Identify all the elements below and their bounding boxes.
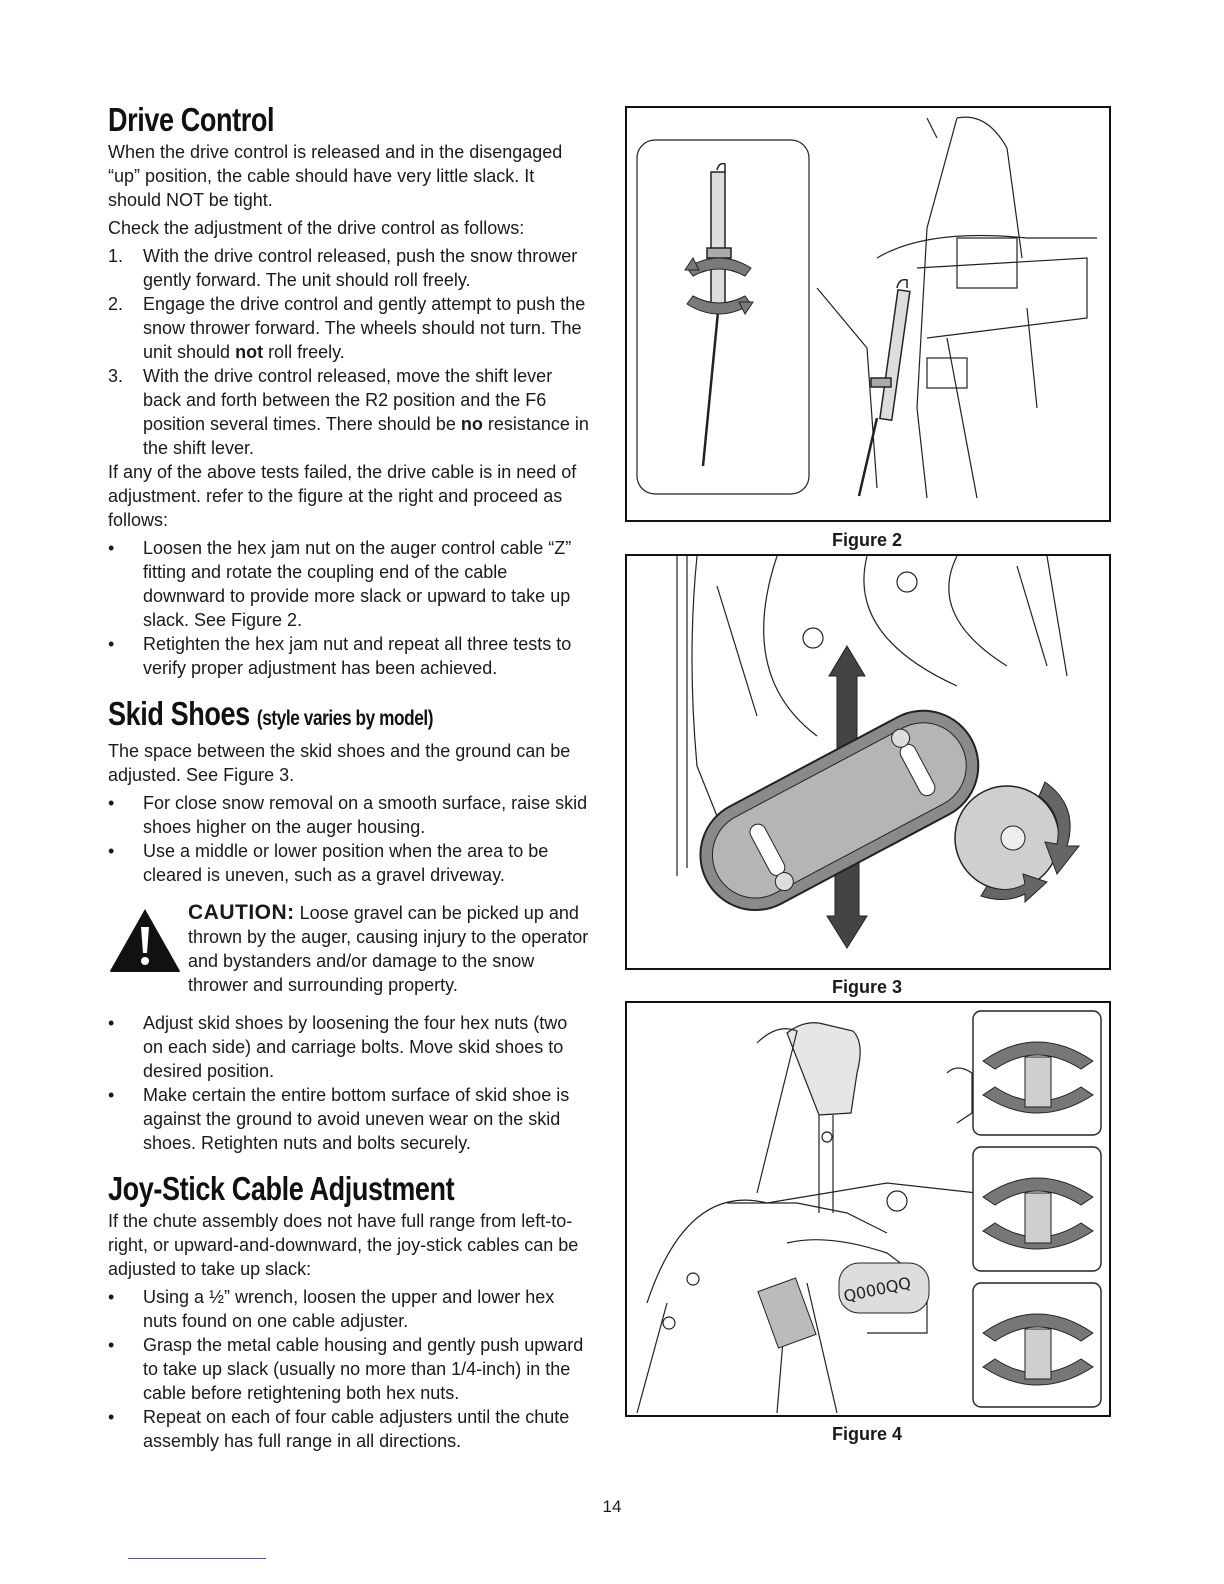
list-item: • Make certain the entire bottom surface of skid shoe is against the ground to avoid uneven wear on the skid shoes. Retighten nuts and bolts securely. [108,1085,570,1153]
skid-shoes-heading: Skid Shoes (style varies by model) [108,695,434,732]
list-item: • Grasp the metal cable housing and gently push upward to take up slack (usually no more than 1/4-inch) in the cable before retightening both hex nuts. [108,1335,584,1403]
text-column [108,100,590,1453]
joystick-cable-adjustment-drawing [627,1003,1109,1415]
drive-cable-adjustment-drawing [627,108,1109,520]
drive-control-intro: When the drive control is released and in the disengaged “up” position, the cable should have very little slack. It should NOT be tight. [108,142,563,210]
list-item: • For close snow removal on a smooth surface, raise skid shoes higher on the auger housing. [108,793,588,837]
list-item: • Retighten the hex jam nut and repeat all three tests to verify proper adjustment has been achieved. [108,634,572,678]
list-item: 3. With the drive control released, move the shift lever back and forth between the R2 position and the F6 position several times. There should be no resistance in the shift lever. [108,366,589,458]
list-item: • Loosen the hex jam nut on the auger control cable “Z” fitting and rotate the coupling end of the cable downward to provide more slack or upward to take up slack. See Figure 2. [108,538,572,630]
caution-text: CAUTION: Loose gravel can be picked up and thrown by the auger, causing injury to the operator and bystanders and/or damage to the snow thrower and surrounding property. [188,901,589,995]
figure-4-caption: Figure 4 [831,1424,902,1444]
figure-4-illustration [625,1001,1111,1417]
list-item: • Repeat on each of four cable adjusters until the chute assembly has full range in all directions. [108,1407,570,1451]
drive-control-steps [108,244,590,460]
joystick-intro: If the chute assembly does not have full range from left-to-right, or upward-and-downward, the joy-stick cables can be adjusted to take up slack: [108,1211,579,1279]
list-item: • Adjust skid shoes by loosening the four hex nuts (two on each side) and carriage bolts. Move skid shoes to desired position. [108,1013,568,1081]
skid-shoes-intro: The space between the skid shoes and the ground can be adjusted. See Figure 3. [108,741,571,785]
list-item: 1. With the drive control released, push the snow thrower gently forward. The unit should roll freely. [108,246,578,290]
skid-shoes-bullets [108,791,590,887]
joystick-bullets [108,1285,590,1453]
bottom-rule [128,1558,266,1559]
drive-control-heading: Drive Control [108,101,275,138]
fig4-dial-text: Q000QQ [841,1273,913,1306]
skid-shoe-adjustment-drawing [627,556,1109,968]
joystick-heading: Joy-Stick Cable Adjustment [108,1170,455,1207]
drive-control-check: Check the adjustment of the drive control as follows: [108,218,525,238]
caution-block [108,901,590,1001]
figure-3-caption: Figure 3 [831,977,902,997]
list-item: 2. Engage the drive control and gently attempt to push the snow thrower forward. The wheels should not turn. The unit should not roll freely. [108,294,586,362]
drive-control-bullets [108,536,590,680]
drive-control-failed: If any of the above tests failed, the drive cable is in need of adjustment. refer to the figure at the right and proceed as follows: [108,462,577,530]
page-number: 14 [602,1497,622,1516]
warning-triangle-icon [108,907,182,973]
figure-2-illustration [625,106,1111,522]
skid-shoes-bullets-2 [108,1011,590,1155]
list-item: • Use a middle or lower position when the area to be cleared is uneven, such as a gravel driveway. [108,841,549,885]
figure-2-caption: Figure 2 [831,530,902,550]
figure-3-illustration [625,554,1111,970]
list-item: • Using a ½” wrench, loosen the upper and lower hex nuts found on one cable adjuster. [108,1287,555,1331]
